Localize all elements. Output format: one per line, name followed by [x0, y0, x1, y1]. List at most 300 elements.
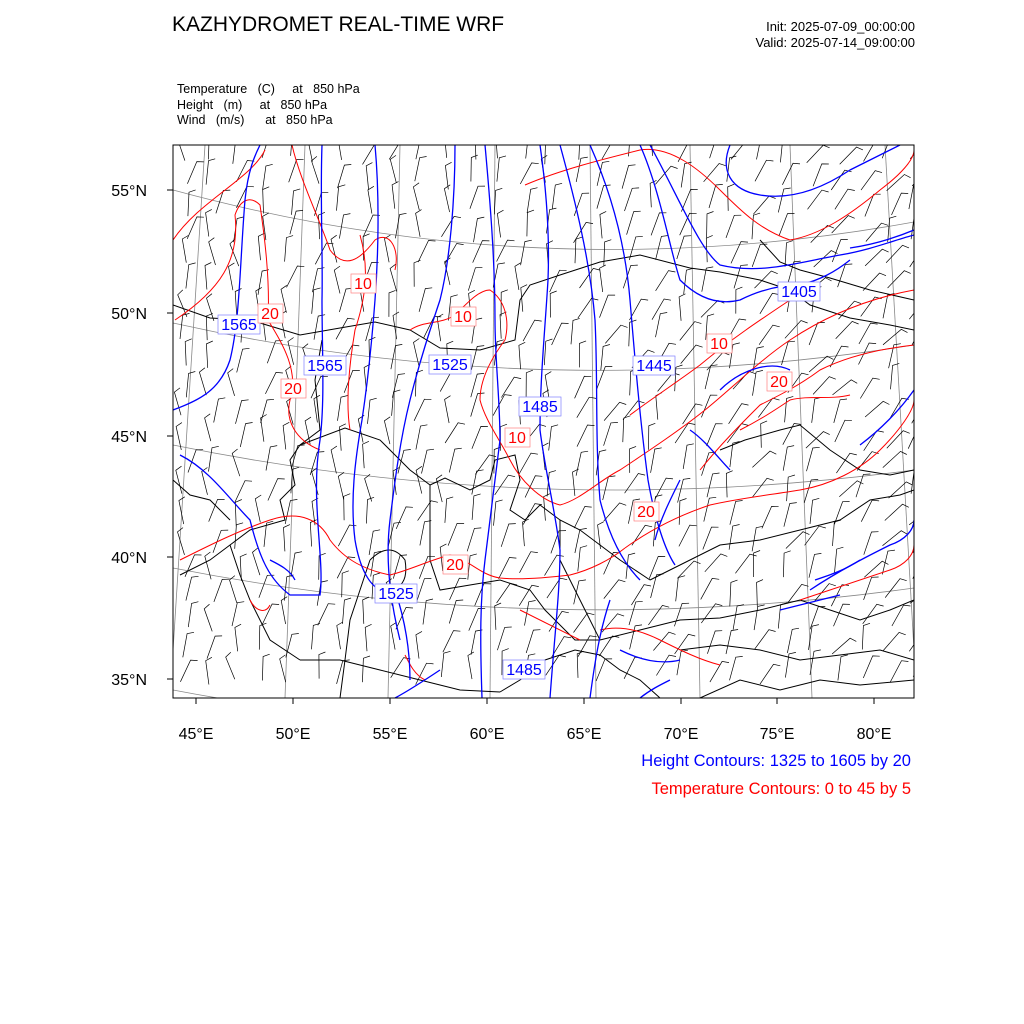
- wind-barb: [604, 422, 618, 445]
- wind-barb: [679, 294, 685, 321]
- wind-barb: [180, 660, 197, 682]
- wind-barb: [416, 631, 422, 658]
- wind-barb: [255, 495, 261, 522]
- wind-barb: [545, 138, 552, 164]
- height-label: [375, 584, 417, 603]
- wind-barb: [283, 422, 289, 449]
- longitude-labels: [179, 726, 892, 743]
- valid-time: Valid: 2025-07-14_09:00:00: [755, 35, 915, 50]
- wind-barb: [575, 528, 587, 553]
- lon-label: 70°E: [663, 726, 699, 743]
- wind-barb: [472, 494, 481, 520]
- wind-barb: [832, 638, 856, 654]
- wind-barb: [630, 625, 642, 649]
- wind-barb: [552, 183, 562, 209]
- wind-barb: [312, 623, 321, 649]
- wind-barb: [913, 659, 936, 677]
- wind-barb: [363, 597, 369, 624]
- wind-barb: [344, 370, 360, 392]
- wind-barb: [910, 247, 930, 267]
- wind-barb: [701, 300, 724, 317]
- wind-barb: [186, 263, 196, 289]
- wind-barb: [600, 295, 616, 318]
- wind-barb: [285, 236, 294, 262]
- wind-barb: [186, 576, 199, 600]
- wind-barb: [709, 184, 723, 208]
- wind-barb: [445, 423, 465, 443]
- wind-barb: [472, 470, 484, 495]
- wind-barb: [262, 135, 276, 158]
- wind-barb: [809, 323, 825, 345]
- wind-barb: [472, 426, 488, 448]
- wind-barb: [552, 323, 569, 345]
- wind-barb: [284, 525, 290, 552]
- wind-barb: [866, 223, 888, 241]
- height-label-text: 1445: [636, 358, 672, 375]
- wind-barb: [805, 526, 826, 545]
- wind-barb: [344, 494, 351, 521]
- wind-barb: [701, 578, 720, 599]
- wind-barb: [729, 525, 740, 550]
- temperature-label-text: 10: [710, 336, 728, 353]
- lon-label: 45°E: [178, 726, 214, 743]
- wind-barb: [417, 578, 432, 601]
- wind-barb: [493, 395, 512, 416]
- wind-barb: [598, 522, 604, 549]
- wind-barb: [312, 288, 321, 314]
- wind-barb: [443, 631, 461, 653]
- wind-barb: [783, 551, 790, 577]
- wind-barb: [363, 144, 382, 165]
- wind-barb: [544, 494, 550, 521]
- wind-barb: [810, 498, 819, 524]
- wind-barb: [576, 157, 588, 182]
- wind-barb: [889, 482, 913, 498]
- wind-barb: [315, 243, 333, 264]
- wind-barb: [681, 189, 697, 211]
- wind-barb: [368, 186, 374, 213]
- wind-barb: [909, 184, 921, 209]
- wind-barb: [342, 571, 349, 597]
- wind-barb: [550, 291, 557, 318]
- wind-barb: [392, 390, 401, 416]
- wind-barb: [754, 551, 761, 578]
- wind-barb: [319, 652, 326, 679]
- wind-barb: [312, 156, 320, 183]
- wind-barb: [909, 300, 931, 319]
- wind-barb: [232, 602, 244, 626]
- wind-barb: [752, 213, 760, 239]
- wind-barb: [707, 631, 722, 654]
- wind-barb: [753, 370, 763, 395]
- wind-barb: [415, 157, 427, 182]
- wind-barb: [859, 343, 877, 365]
- wind-barb: [577, 425, 595, 447]
- wind-barb: [913, 557, 929, 579]
- wind-barb: [886, 245, 909, 262]
- wind-barb: [808, 190, 829, 209]
- wind-barb: [334, 266, 340, 293]
- wind-barb: [862, 623, 870, 649]
- wind-barb: [369, 530, 380, 555]
- wind-barb: [839, 481, 863, 497]
- wind-barb: [865, 249, 889, 266]
- wind-barb: [437, 314, 443, 341]
- wind-barb: [604, 580, 626, 599]
- wind-barb: [778, 603, 787, 629]
- wind-barb: [656, 271, 676, 291]
- wind-barb: [680, 213, 697, 235]
- wind-barb: [501, 524, 516, 547]
- wind-barb: [863, 604, 884, 624]
- wind-barb: [831, 585, 849, 607]
- wind-barb: [652, 299, 671, 320]
- wind-barb: [205, 552, 211, 579]
- wind-barb: [656, 313, 668, 338]
- temperature-label-text: 20: [446, 557, 464, 574]
- wind-barb: [600, 265, 606, 292]
- temperature-label: [258, 304, 283, 323]
- temperature-label-text: 20: [284, 381, 302, 398]
- lon-label: 80°E: [856, 726, 892, 743]
- wind-barb: [545, 555, 564, 576]
- lat-label: 35°N: [111, 672, 147, 689]
- temperature-label: [707, 334, 732, 353]
- wind-barb: [549, 425, 558, 451]
- wind-barb: [730, 580, 738, 606]
- wind-barb: [883, 294, 895, 319]
- wind-barb: [910, 140, 932, 159]
- wind-barb: [363, 441, 369, 468]
- wind-barb: [471, 155, 478, 181]
- wind-barb: [384, 417, 390, 444]
- wind-barb: [911, 468, 921, 494]
- wind-barb: [520, 552, 538, 573]
- wind-barb: [436, 475, 442, 502]
- height-label: [304, 356, 346, 375]
- wind-barb: [752, 244, 767, 267]
- height-label-text: 1485: [522, 399, 558, 416]
- wind-barb: [575, 237, 583, 263]
- wind-barb: [206, 657, 212, 684]
- wind-barb: [778, 188, 790, 212]
- wind-barb: [263, 164, 273, 189]
- wind-barb: [733, 605, 744, 630]
- wind-barb: [176, 466, 182, 493]
- wind-barb: [232, 449, 240, 476]
- wind-barb: [604, 553, 621, 575]
- wind-barb: [784, 503, 797, 527]
- temperature-label-text: 20: [261, 306, 279, 323]
- wind-barb: [261, 399, 274, 423]
- temperature-contours-legend: Temperature Contours: 0 to 45 by 5: [651, 780, 911, 798]
- wind-barb: [235, 624, 241, 651]
- wind-barb: [523, 320, 542, 341]
- wind-barb: [366, 163, 372, 190]
- wind-barb: [834, 399, 847, 423]
- wind-barb: [331, 235, 337, 262]
- lon-label: 55°E: [372, 726, 408, 743]
- wind-barb: [703, 527, 719, 549]
- wind-barb: [236, 400, 249, 424]
- lon-label: 60°E: [469, 726, 505, 743]
- wind-barb: [262, 604, 279, 626]
- wind-barb: [468, 652, 474, 679]
- wind-barb: [883, 329, 908, 345]
- wind-barb: [497, 583, 517, 603]
- wind-barb: [604, 503, 626, 521]
- map-title: KAZHYDROMET REAL-TIME WRF: [172, 13, 505, 36]
- wind-barb: [726, 471, 732, 498]
- wind-barb: [519, 453, 538, 474]
- wind-barb: [600, 211, 606, 238]
- wind-barb: [308, 134, 314, 161]
- wind-barb: [339, 214, 350, 239]
- wind-barb: [414, 260, 421, 287]
- wind-barb: [468, 554, 477, 580]
- field-height: Height (m) at 850 hPa: [177, 97, 328, 112]
- temperature-label-text: 10: [354, 276, 372, 293]
- wind-barb: [885, 504, 909, 520]
- wind-barb: [314, 315, 325, 340]
- wind-barb: [318, 604, 335, 626]
- wind-barb: [281, 597, 287, 624]
- wind-barb: [445, 396, 451, 423]
- wind-barb: [419, 288, 432, 312]
- wind-barb: [204, 604, 212, 631]
- wind-barb: [883, 632, 905, 650]
- wind-barb: [604, 240, 612, 266]
- wind-barb: [469, 609, 485, 631]
- wind-barb: [622, 165, 635, 189]
- wind-barb: [576, 451, 588, 476]
- wind-barb: [205, 414, 211, 441]
- wind-barb: [759, 325, 780, 345]
- wind-barb: [707, 212, 714, 238]
- lon-label: 75°E: [759, 726, 795, 743]
- wind-barb: [422, 449, 435, 473]
- wind-barb: [605, 325, 627, 343]
- wind-barb: [338, 396, 348, 421]
- wind-barb: [885, 579, 907, 598]
- wind-barb: [199, 368, 206, 395]
- wind-barb: [623, 265, 638, 288]
- wind-barb: [833, 380, 858, 395]
- wind-barb: [187, 162, 203, 184]
- wind-barb: [787, 475, 795, 501]
- wind-barb: [649, 557, 665, 579]
- wind-barb: [888, 271, 911, 288]
- wind-barb: [679, 525, 697, 546]
- field-temperature: Temperature (C) at 850 hPa: [177, 82, 360, 96]
- wind-barb: [760, 293, 779, 314]
- temperature-label: [351, 274, 376, 293]
- wind-barb: [649, 423, 656, 450]
- wind-barb: [523, 519, 529, 546]
- wind-barb: [705, 554, 728, 572]
- wind-barb: [626, 553, 635, 579]
- wind-barb: [495, 475, 515, 495]
- wind-barb: [208, 133, 215, 159]
- field-wind: Wind (m/s) at 850 hPa: [177, 113, 333, 127]
- wind-barb: [809, 553, 821, 577]
- wind-barb: [544, 339, 552, 365]
- height-label: [778, 282, 820, 301]
- wind-barb: [338, 472, 344, 499]
- height-label: [218, 315, 260, 334]
- wind-barb: [807, 447, 820, 471]
- wind-barb: [754, 605, 765, 630]
- wind-barb: [291, 552, 302, 577]
- wind-barb: [310, 520, 316, 547]
- wind-barb: [863, 273, 886, 291]
- wind-barb: [811, 225, 834, 242]
- wind-barb: [760, 664, 780, 684]
- wind-barb: [449, 600, 463, 624]
- wind-barb: [525, 476, 542, 498]
- wind-barb: [253, 548, 260, 575]
- wind-barb: [578, 546, 587, 572]
- wind-barb: [631, 585, 651, 605]
- wind-barb: [679, 499, 686, 525]
- temperature-contour-labels: [258, 274, 792, 574]
- wind-barb: [755, 630, 776, 649]
- wind-barb: [833, 520, 842, 546]
- wind-barb: [526, 630, 540, 653]
- wind-barb: [177, 133, 185, 160]
- wind-barb: [188, 602, 198, 627]
- wind-barb: [787, 628, 799, 653]
- wind-barb: [497, 156, 506, 182]
- lat-label: 50°N: [111, 306, 147, 323]
- wind-barb: [677, 650, 688, 675]
- wind-barb: [470, 186, 485, 209]
- wind-barb: [471, 393, 485, 417]
- wind-barb: [730, 501, 743, 525]
- latitude-labels: [111, 183, 147, 689]
- wind-barb: [233, 138, 243, 164]
- wind-barb: [416, 466, 422, 493]
- wind-barb: [388, 522, 401, 546]
- wind-barb: [365, 624, 371, 651]
- wind-barb: [704, 497, 716, 521]
- wind-barb: [625, 188, 640, 211]
- wind-barb: [859, 323, 878, 344]
- wind-barb: [675, 423, 695, 443]
- wind-barb: [365, 474, 372, 501]
- wind-barb: [651, 448, 662, 473]
- wind-barb: [835, 547, 844, 573]
- wind-barb: [448, 523, 464, 545]
- wind-barb: [188, 190, 196, 216]
- wind-barb: [258, 233, 264, 260]
- wind-barb: [865, 194, 881, 216]
- wind-barb: [549, 611, 569, 631]
- graticule: [170, 145, 914, 727]
- height-label: [429, 355, 471, 374]
- wind-barb: [762, 506, 779, 528]
- wind-barb: [917, 374, 940, 392]
- wind-barb: [578, 298, 598, 318]
- wind-barb: [860, 378, 879, 398]
- wind-barb: [733, 371, 755, 389]
- wind-barb: [416, 425, 428, 450]
- wind-barb: [497, 240, 515, 261]
- temperature-label-text: 20: [637, 504, 655, 521]
- wind-barb: [526, 133, 536, 159]
- wind-barb: [494, 500, 503, 526]
- wind-barb: [623, 416, 631, 442]
- temperature-label: [443, 555, 468, 574]
- wind-barb: [311, 376, 328, 398]
- wind-barb: [362, 656, 370, 682]
- wind-barb: [445, 162, 451, 189]
- wind-barb: [468, 267, 482, 290]
- wind-barb: [752, 526, 763, 551]
- wind-barb: [780, 137, 789, 163]
- wind-barb: [497, 210, 503, 237]
- wind-barb: [729, 404, 749, 424]
- wind-barb: [396, 507, 413, 529]
- wind-barb: [291, 130, 300, 156]
- init-time: Init: 2025-07-09_00:00:00: [766, 19, 915, 34]
- wind-barb: [209, 238, 216, 265]
- height-contours-legend: Height Contours: 1325 to 1605 by 20: [641, 752, 911, 770]
- wind-barb: [235, 500, 242, 527]
- wind-barb: [226, 652, 235, 679]
- wind-barb: [286, 634, 299, 658]
- wind-barb: [337, 185, 346, 211]
- wind-barb: [727, 156, 737, 182]
- wind-barb: [838, 655, 848, 681]
- wind-barb: [676, 576, 685, 602]
- wind-barb: [391, 622, 397, 649]
- wind-barb: [656, 655, 676, 675]
- wind-barb: [338, 165, 352, 189]
- wind-barb: [207, 636, 222, 659]
- wind-barb: [726, 630, 738, 655]
- height-label: [503, 660, 545, 679]
- height-label-text: 1565: [221, 317, 257, 334]
- lat-label: 45°N: [111, 429, 147, 446]
- wind-barb: [262, 654, 269, 680]
- wind-barb: [413, 183, 419, 210]
- wind-barb: [366, 497, 374, 523]
- wind-barb: [574, 193, 589, 216]
- wind-barb: [259, 575, 274, 598]
- wind-barb: [521, 240, 532, 265]
- temperature-label: [634, 502, 659, 521]
- wind-barb: [263, 187, 270, 214]
- temperature-label-text: 20: [770, 374, 788, 391]
- wind-barb: [547, 578, 567, 598]
- wind-barb: [704, 164, 726, 182]
- wind-barb: [912, 324, 929, 346]
- wind-barb: [861, 171, 882, 190]
- wind-barb: [577, 651, 583, 678]
- wind-barb: [832, 240, 848, 263]
- wind-barb: [445, 497, 453, 523]
- wind-barb: [527, 210, 534, 236]
- height-label-text: 1525: [378, 586, 414, 603]
- wind-barb: [206, 209, 212, 236]
- lon-label: 50°E: [275, 726, 311, 743]
- wind-barb: [835, 189, 855, 209]
- wind-barb: [916, 276, 939, 294]
- wind-barb: [726, 215, 741, 238]
- wind-barb: [651, 213, 666, 236]
- wind-barb: [338, 133, 344, 160]
